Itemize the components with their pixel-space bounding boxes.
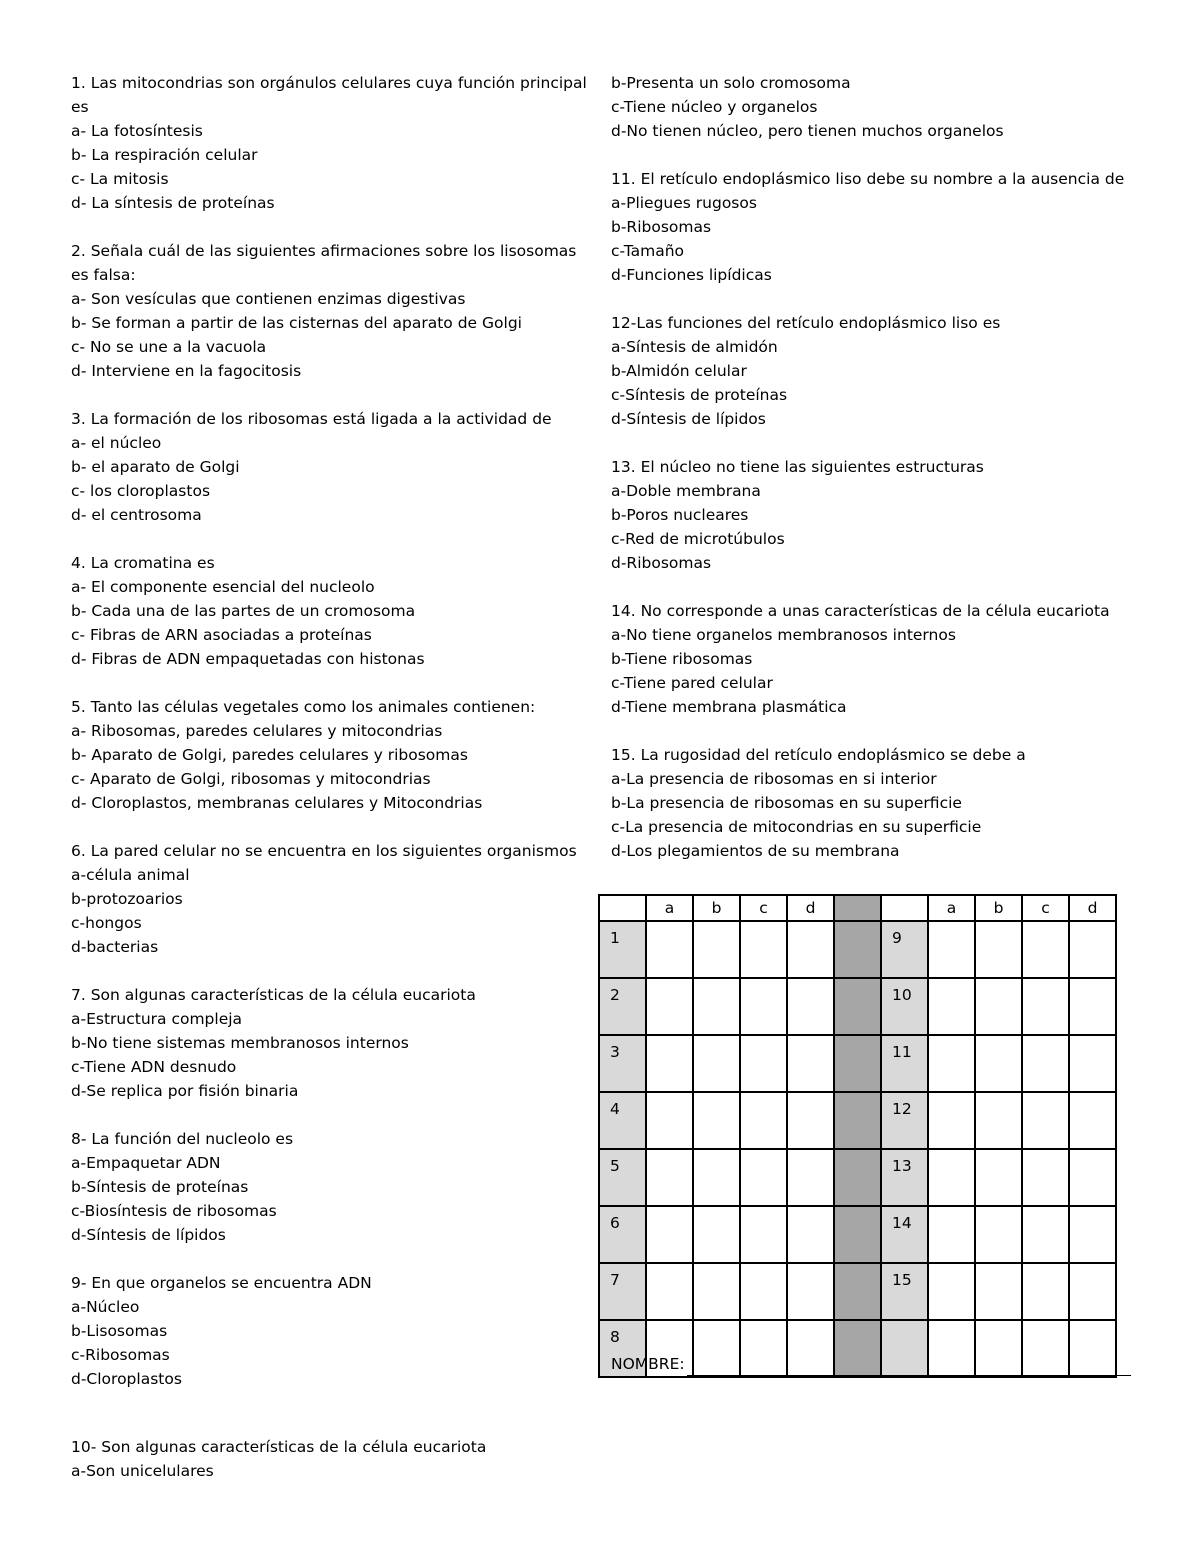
answer-option: b-Ribosomas: [611, 218, 712, 236]
grid-row: [599, 1092, 1116, 1149]
question-text: 6. La pared celular no se encuentra en los siguientes organismos: [71, 842, 577, 860]
answer-cell[interactable]: [1069, 1206, 1116, 1263]
question-number-cell: 7: [599, 1263, 646, 1320]
answer-cell[interactable]: [1022, 1035, 1069, 1092]
answer-cell[interactable]: [740, 921, 787, 978]
grid-separator: [834, 1035, 881, 1092]
grid-row: [599, 1263, 1116, 1320]
question-number-cell: 12: [881, 1092, 928, 1149]
answer-option: c-La presencia de mitocondrias en su superficie: [611, 818, 982, 836]
left-column: [71, 71, 591, 1391]
grid-row: [599, 1035, 1116, 1092]
question-number-cell: 1: [599, 921, 646, 978]
question-number-cell: 8: [599, 1320, 646, 1377]
answer-option: a-Son unicelulares: [71, 1462, 214, 1480]
answer-option: c- Fibras de ARN asociadas a proteínas: [71, 626, 372, 644]
grid-corner-cell: [599, 895, 646, 921]
question-block: [611, 311, 1171, 431]
question-block: [71, 1435, 591, 1483]
answer-cell[interactable]: [787, 978, 834, 1035]
grid-row: [599, 921, 1116, 978]
answer-option: c-Red de microtúbulos: [611, 530, 785, 548]
grid-option-header: b: [975, 895, 1022, 921]
answer-option: a-célula animal: [71, 866, 190, 884]
answer-option: b- Aparato de Golgi, paredes celulares y ribosomas: [71, 746, 468, 764]
answer-option: d- Cloroplastos, membranas celulares y Mitocondrias: [71, 794, 483, 812]
grid-header-row: [599, 895, 1116, 921]
answer-option: d-No tienen núcleo, pero tienen muchos organelos: [611, 122, 1004, 140]
answer-option: c- La mitosis: [71, 170, 169, 188]
grid-separator: [834, 1149, 881, 1206]
answer-option: b- La respiración celular: [71, 146, 258, 164]
name-input-line[interactable]: [687, 1357, 1131, 1376]
answer-option: a-Núcleo: [71, 1298, 140, 1316]
answer-option: c-Ribosomas: [71, 1346, 170, 1364]
question-text: 7. Son algunas características de la célula eucariota: [71, 986, 476, 1004]
answer-cell[interactable]: [1069, 1092, 1116, 1149]
question-block: [611, 599, 1171, 719]
answer-option: a- El componente esencial del nucleolo: [71, 578, 375, 596]
grid-corner-cell: [881, 895, 928, 921]
answer-cell[interactable]: [928, 1035, 975, 1092]
answer-cell[interactable]: [928, 921, 975, 978]
name-label: NOMBRE:: [611, 1355, 685, 1373]
question-text: 9- En que organelos se encuentra ADN: [71, 1274, 372, 1292]
answer-option: a-Doble membrana: [611, 482, 761, 500]
answer-cell[interactable]: [740, 1263, 787, 1320]
answer-cell[interactable]: [787, 1149, 834, 1206]
answer-cell[interactable]: [646, 1263, 693, 1320]
answer-option: d-Síntesis de lípidos: [611, 410, 766, 428]
answer-option: a-Síntesis de almidón: [611, 338, 778, 356]
answer-option: c-Tiene ADN desnudo: [71, 1058, 237, 1076]
answer-option: a- Son vesículas que contienen enzimas digestivas: [71, 290, 466, 308]
answer-cell[interactable]: [1069, 921, 1116, 978]
answer-cell[interactable]: [787, 921, 834, 978]
answer-option: d- el centrosoma: [71, 506, 202, 524]
answer-cell[interactable]: [975, 1149, 1022, 1206]
grid-option-header: d: [1069, 895, 1116, 921]
answer-cell[interactable]: [1022, 1092, 1069, 1149]
question-text: 4. La cromatina es: [71, 554, 215, 572]
grid-row: [599, 978, 1116, 1035]
grid-option-header: c: [1022, 895, 1069, 921]
question-text: 3. La formación de los ribosomas está ligada a la actividad de: [71, 410, 552, 428]
answer-cell[interactable]: [740, 1035, 787, 1092]
answer-cell[interactable]: [787, 1263, 834, 1320]
answer-option: b-Poros nucleares: [611, 506, 749, 524]
answer-cell[interactable]: [693, 1092, 740, 1149]
grid-row: [599, 1206, 1116, 1263]
answer-option: b-Síntesis de proteínas: [71, 1178, 249, 1196]
answer-cell[interactable]: [975, 921, 1022, 978]
question-number-cell: 11: [881, 1035, 928, 1092]
grid-option-header: a: [646, 895, 693, 921]
answer-cell[interactable]: [975, 1206, 1022, 1263]
answer-cell[interactable]: [787, 1206, 834, 1263]
answer-option: d-Ribosomas: [611, 554, 712, 572]
answer-option: c- Aparato de Golgi, ribosomas y mitocondrias: [71, 770, 431, 788]
question-block: [611, 743, 1171, 863]
answer-cell[interactable]: [1022, 921, 1069, 978]
answer-option: b-Almidón celular: [611, 362, 747, 380]
answer-option: a-Empaquetar ADN: [71, 1154, 221, 1172]
answer-option: d-Los plegamientos de su membrana: [611, 842, 900, 860]
answer-cell[interactable]: [740, 1206, 787, 1263]
question-text: b-Presenta un solo cromosoma: [611, 74, 851, 92]
answer-cell[interactable]: [975, 978, 1022, 1035]
answer-option: c-Biosíntesis de ribosomas: [71, 1202, 277, 1220]
answer-cell[interactable]: [928, 1092, 975, 1149]
answer-cell[interactable]: [928, 1206, 975, 1263]
question-number-cell: 9: [881, 921, 928, 978]
grid-option-header: d: [787, 895, 834, 921]
question-block: [71, 551, 591, 671]
answer-option: b-No tiene sistemas membranosos internos: [71, 1034, 409, 1052]
answer-cell[interactable]: [928, 1263, 975, 1320]
grid-separator: [834, 895, 881, 921]
answer-option: d-Funciones lipídicas: [611, 266, 772, 284]
answer-cell[interactable]: [693, 1263, 740, 1320]
answer-cell[interactable]: [646, 1149, 693, 1206]
answer-cell[interactable]: [693, 1149, 740, 1206]
grid-separator: [834, 1263, 881, 1320]
answer-cell[interactable]: [646, 921, 693, 978]
answer-option: a- el núcleo: [71, 434, 162, 452]
answer-cell[interactable]: [740, 1092, 787, 1149]
question-text: 14. No corresponde a unas características de la célula eucariota: [611, 602, 1110, 620]
question-block: [611, 455, 1171, 575]
question-text: 1. Las mitocondrias son orgánulos celulares cuya función principal es: [71, 74, 587, 116]
question-text: 15. La rugosidad del retículo endoplásmico se debe a: [611, 746, 1026, 764]
answer-cell[interactable]: [740, 1149, 787, 1206]
name-field: [611, 1352, 1131, 1376]
left-column-continued: [71, 1435, 591, 1483]
question-block: [71, 1271, 591, 1391]
answer-option: a-Estructura compleja: [71, 1010, 243, 1028]
answer-cell[interactable]: [928, 1149, 975, 1206]
answer-cell[interactable]: [1069, 1149, 1116, 1206]
question-number-cell: 5: [599, 1149, 646, 1206]
grid-row: [599, 1149, 1116, 1206]
question-number-cell: 13: [881, 1149, 928, 1206]
answer-option: d- La síntesis de proteínas: [71, 194, 275, 212]
question-block: [71, 1127, 591, 1247]
answer-option: a- Ribosomas, paredes celulares y mitocondrias: [71, 722, 443, 740]
question-number-cell: 6: [599, 1206, 646, 1263]
question-number-cell: 15: [881, 1263, 928, 1320]
answer-option: b- el aparato de Golgi: [71, 458, 240, 476]
answer-cell[interactable]: [1022, 1206, 1069, 1263]
answer-cell[interactable]: [646, 978, 693, 1035]
answer-option: b-protozoarios: [71, 890, 183, 908]
answer-cell[interactable]: [975, 1035, 1022, 1092]
answer-option: a-La presencia de ribosomas en si interior: [611, 770, 937, 788]
question-block: [611, 167, 1171, 287]
answer-option: d-Se replica por fisión binaria: [71, 1082, 299, 1100]
question-number-cell: 14: [881, 1206, 928, 1263]
answer-cell[interactable]: [975, 1092, 1022, 1149]
answer-option: b-La presencia de ribosomas en su superficie: [611, 794, 962, 812]
grid-separator: [834, 978, 881, 1035]
answer-option: c-Síntesis de proteínas: [611, 386, 788, 404]
answer-cell[interactable]: [787, 1035, 834, 1092]
question-block: [71, 71, 591, 215]
question-block: [71, 407, 591, 527]
grid-separator: [834, 1206, 881, 1263]
grid-separator: [834, 921, 881, 978]
question-text: 5. Tanto las células vegetales como los animales contienen:: [71, 698, 536, 716]
grid-option-header: b: [693, 895, 740, 921]
answer-cell[interactable]: [1022, 978, 1069, 1035]
answer-option: c- los cloroplastos: [71, 482, 211, 500]
answer-cell[interactable]: [646, 1092, 693, 1149]
question-text: 10- Son algunas características de la célula eucariota: [71, 1438, 487, 1456]
answer-option: d-Tiene membrana plasmática: [611, 698, 847, 716]
answer-cell[interactable]: [1069, 1263, 1116, 1320]
question-number-cell: 4: [599, 1092, 646, 1149]
question-text: 2. Señala cuál de las siguientes afirmaciones sobre los lisosomas es falsa:: [71, 242, 577, 284]
question-number-cell: 2: [599, 978, 646, 1035]
answer-cell[interactable]: [1069, 978, 1116, 1035]
answer-option: b-Lisosomas: [71, 1322, 168, 1340]
answer-option: a-Pliegues rugosos: [611, 194, 757, 212]
question-block: [611, 71, 1171, 143]
answer-option: c- No se une a la vacuola: [71, 338, 267, 356]
answer-option: b- Cada una de las partes de un cromosoma: [71, 602, 416, 620]
question-block: [71, 983, 591, 1103]
answer-option: c-Tiene pared celular: [611, 674, 773, 692]
question-block: [71, 839, 591, 959]
question-text: 8- La función del nucleolo es: [71, 1130, 294, 1148]
answer-cell[interactable]: [740, 978, 787, 1035]
answer-cell[interactable]: [1022, 1263, 1069, 1320]
answer-cell[interactable]: [693, 978, 740, 1035]
answer-option: d- Fibras de ADN empaquetadas con histonas: [71, 650, 425, 668]
answer-grid: [598, 894, 1117, 1378]
answer-option: d-Síntesis de lípidos: [71, 1226, 226, 1244]
answer-cell[interactable]: [693, 1206, 740, 1263]
answer-cell[interactable]: [787, 1092, 834, 1149]
answer-option: d- Interviene en la fagocitosis: [71, 362, 302, 380]
answer-cell[interactable]: [646, 1206, 693, 1263]
answer-option: c-Tiene núcleo y organelos: [611, 98, 818, 116]
answer-option: d-bacterias: [71, 938, 159, 956]
grid-separator: [834, 1092, 881, 1149]
question-block: [71, 239, 591, 383]
answer-cell[interactable]: [693, 921, 740, 978]
answer-cell[interactable]: [975, 1263, 1022, 1320]
right-column: [611, 71, 1171, 863]
answer-option: b- Se forman a partir de las cisternas del aparato de Golgi: [71, 314, 522, 332]
answer-option: c-hongos: [71, 914, 142, 932]
question-text: 11. El retículo endoplásmico liso debe su nombre a la ausencia de: [611, 170, 1125, 188]
answer-option: d-Cloroplastos: [71, 1370, 182, 1388]
question-number-cell: 3: [599, 1035, 646, 1092]
grid-option-header: c: [740, 895, 787, 921]
question-block: [71, 695, 591, 815]
answer-cell[interactable]: [1022, 1149, 1069, 1206]
answer-cell[interactable]: [693, 1035, 740, 1092]
answer-option: c-Tamaño: [611, 242, 684, 260]
answer-cell[interactable]: [646, 1035, 693, 1092]
question-text: 12-Las funciones del retículo endoplásmico liso es: [611, 314, 1001, 332]
answer-cell[interactable]: [928, 978, 975, 1035]
grid-option-header: a: [928, 895, 975, 921]
answer-option: a- La fotosíntesis: [71, 122, 203, 140]
question-number-cell: 10: [881, 978, 928, 1035]
answer-cell[interactable]: [1069, 1035, 1116, 1092]
answer-option: a-No tiene organelos membranosos internos: [611, 626, 956, 644]
question-text: 13. El núcleo no tiene las siguientes estructuras: [611, 458, 984, 476]
answer-option: b-Tiene ribosomas: [611, 650, 753, 668]
